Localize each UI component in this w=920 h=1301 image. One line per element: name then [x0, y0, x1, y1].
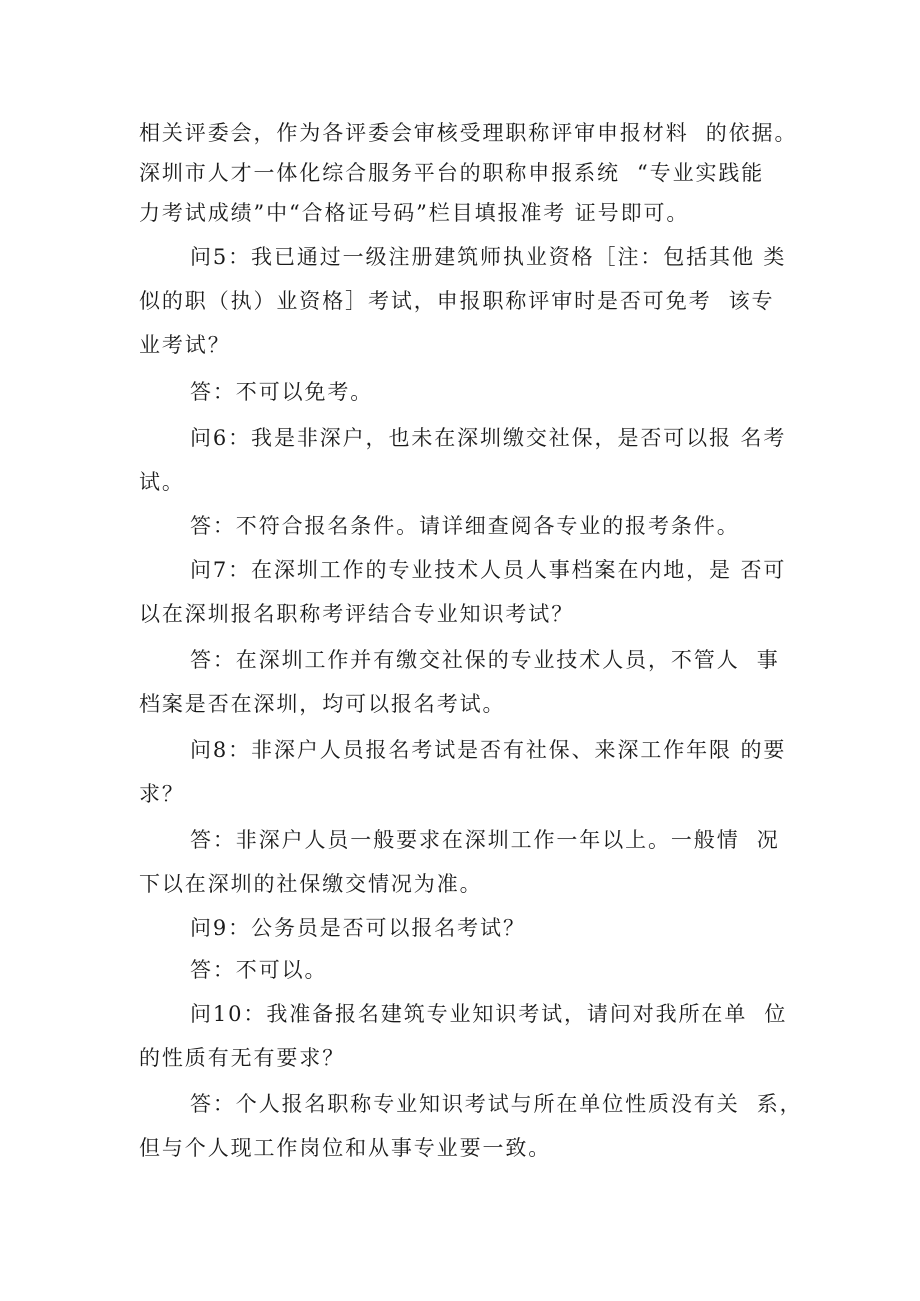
paragraph-line: 力考试成绩”中“合格证号码”栏目填报准考 证号即可。: [139, 201, 690, 225]
answer-line: 答：在深圳工作并有缴交社保的专业技术人员，不管人 事: [190, 648, 780, 672]
paragraph-line: 相关评委会，作为各评委会审核受理职称评审申报材料 的依据。: [139, 121, 798, 145]
paragraph-line: 深圳市人才一体化综合服务平台的职称申报系统 “专业实践能: [139, 161, 765, 185]
question-line: 试。: [139, 470, 185, 494]
question-line: 问9：公务员是否可以报名考试？: [190, 916, 526, 940]
answer-line: 但与个人现工作岗位和从事专业要一致。: [139, 1136, 552, 1160]
question-line: 业考试？: [139, 333, 231, 357]
question-line: 求？: [139, 782, 185, 806]
question-line: 问6：我是非深户，也未在深圳缴交社保，是否可以报 名考: [190, 426, 787, 450]
answer-line: 答：不符合报名条件。请详细查阅各专业的报考条件。: [190, 514, 740, 538]
question-line: 问8：非深户人员报名考试是否有社保、来深工作年限 的要: [190, 738, 787, 762]
question-line: 问10：我准备报名建筑专业知识考试，请问对我所在单 位: [190, 1002, 788, 1026]
question-line: 以在深圳报名职称考评结合专业知识考试？: [139, 602, 575, 626]
answer-line: 答：非深户人员一般要求在深圳工作一年以上。一般情 况: [190, 828, 780, 852]
question-line: 的性质有无有要求？: [139, 1046, 346, 1070]
answer-line: 答：个人报名职称专业知识考试与所在单位性质没有关 系，: [190, 1092, 803, 1116]
question-line: 似的职（执）业资格］考试，申报职称评审时是否可免考 该专: [139, 289, 775, 313]
answer-line: 下以在深圳的社保缴交情况为准。: [139, 872, 483, 896]
answer-line: 答：不可以免考。: [190, 380, 374, 404]
question-line: 问7：在深圳工作的专业技术人员人事档案在内地，是 否可: [190, 558, 787, 582]
answer-line: 档案是否在深圳，均可以报名考试。: [139, 692, 506, 716]
question-line: 问5：我已通过一级注册建筑师执业资格［注：包括其他 类: [190, 245, 787, 269]
answer-line: 答：不可以。: [190, 958, 328, 982]
